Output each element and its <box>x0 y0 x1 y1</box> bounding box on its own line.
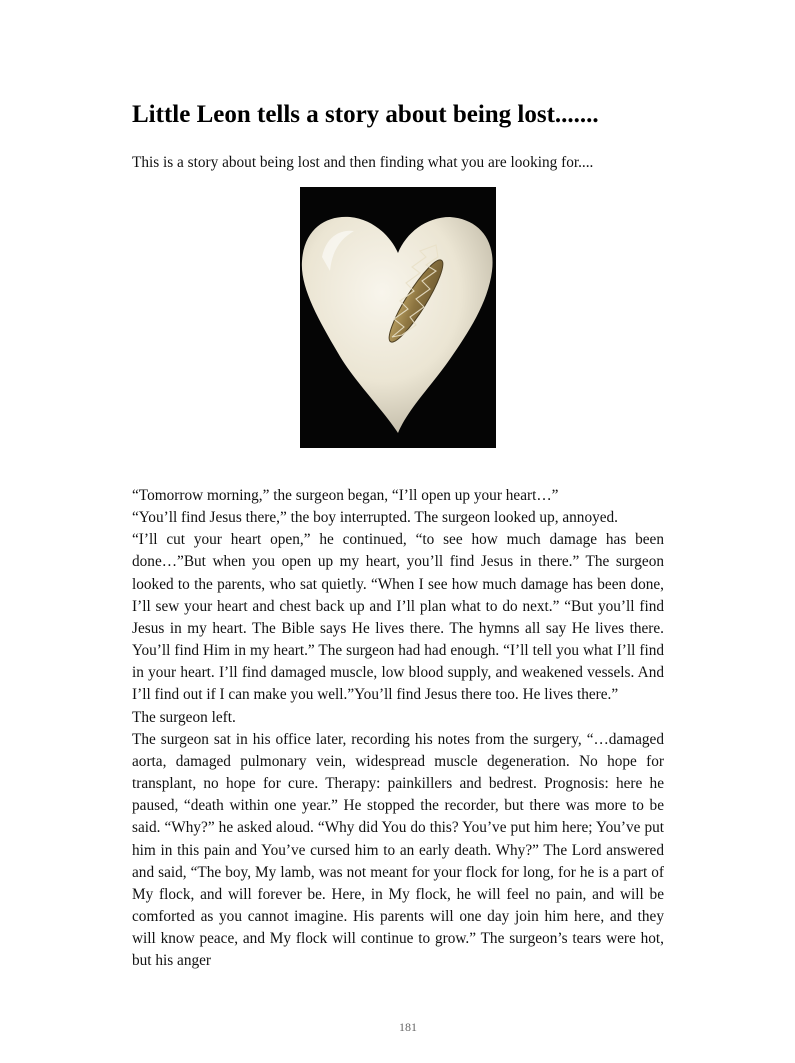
heart-photo <box>300 187 496 448</box>
story-body <box>132 485 664 972</box>
page-title: Little Leon tells a story about being lost....... <box>132 101 599 128</box>
page-number: 181 <box>399 1020 417 1034</box>
story-paragraph: “I’ll cut your heart open,” he continued, “to see how much damage has been done…”But when you open up my heart, you’ll find Jesus in there.” The surgeon looked to the parents, who sat quietly. “When I see how much damage has been done, I’ll sew your heart and chest back up and I’ll plan what to do next.” “But you’ll find Jesus in my heart. The Bible says He lives there. The hymns all say He lives there. You’ll find Him in my heart.” The surgeon had had enough. “I’ll tell you what I’ll find in your heart. I’ll find damaged muscle, low blood supply, and weakened vessels. And I’ll find out if I can make you well.”You’ll find Jesus there too. He lives there.” <box>132 531 664 704</box>
story-paragraph: The surgeon left. <box>132 708 236 726</box>
story-paragraph: “Tomorrow morning,” the surgeon began, “I’ll open up your heart…” <box>132 487 559 504</box>
stitched-heart-image <box>300 187 496 448</box>
story-paragraph: “You’ll find Jesus there,” the boy interrupted. The surgeon looked up, annoyed. <box>132 509 619 527</box>
story-paragraph: The surgeon sat in his office later, recording his notes from the surgery, “…damaged aorta, damaged pulmonary vein, widespread muscle degeneration. No hope for transplant, no hope for cure. Therapy: painkillers and bedrest. Prognosis: here he paused, “death within one year.” He stopped the recorder, but there was more to be said. “Why?” he asked aloud. “Why did You do this? You’ve put him here; You’ve put him in this pain and You’ve cursed him to an early death. Why?” The Lord answered and said, “The boy, My lamb, was not meant for your flock for long, for he is a part of My flock, and will forever be. Here, in My flock, he will feel no pain, and will be comforted as you cannot imagine. His parents will one day join him here, and they will know peace, and My flock will continue to grow.” The surgeon’s tears were hot, but his anger <box>132 730 664 970</box>
intro-text: This is a story about being lost and then finding what you are looking for.... <box>132 154 594 171</box>
